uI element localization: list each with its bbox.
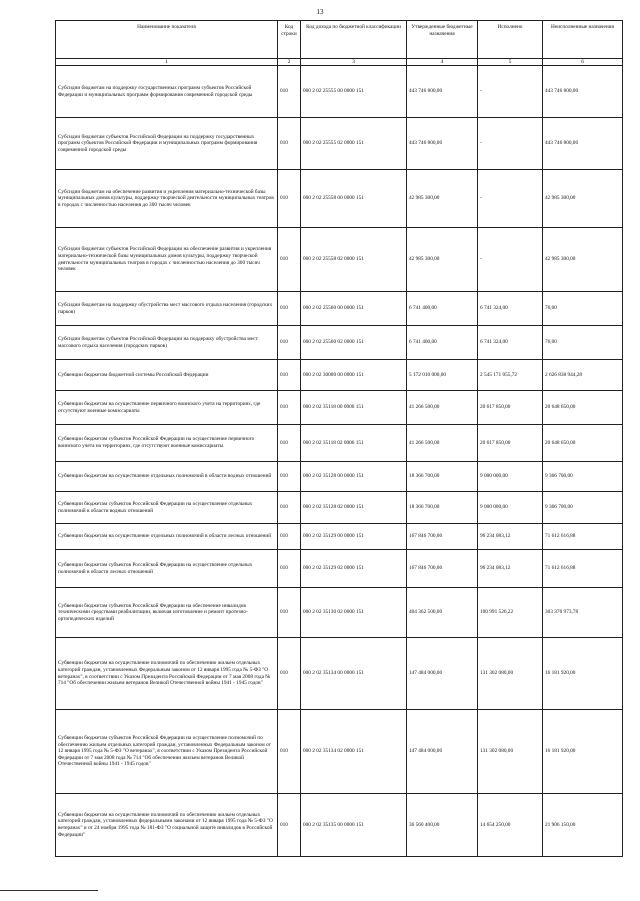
- column-number: 5: [478, 59, 543, 66]
- table-row: [56, 710, 623, 794]
- executed-amount: 96 234 083,12: [478, 524, 543, 550]
- column-number: 4: [407, 59, 478, 66]
- remaining-amount: 42 985 300,00: [543, 228, 623, 292]
- table-row: [56, 118, 623, 170]
- income-code: 000 2 02 25558 02 0000 151: [301, 228, 407, 292]
- table-row: [56, 228, 623, 292]
- approved-amount: 41 266 500,00: [407, 391, 478, 425]
- table-row: [56, 794, 623, 857]
- header-remaining: Неисполненные назначения: [543, 21, 623, 59]
- approved-amount: 443 746 800,00: [407, 118, 478, 170]
- executed-amount: 20 617 850,00: [478, 391, 543, 425]
- executed-amount: 100 991 526,22: [478, 588, 543, 638]
- income-code: 000 2 02 25555 00 0000 151: [301, 66, 407, 118]
- column-number-row: [56, 59, 623, 66]
- line-code: 010: [278, 170, 301, 228]
- remaining-amount: 9 366 700,00: [543, 492, 623, 524]
- executed-amount: -: [478, 118, 543, 170]
- remaining-amount: 20 648 650,00: [543, 425, 623, 462]
- remaining-amount: 71 612 616,88: [543, 550, 623, 588]
- executed-amount: -: [478, 66, 543, 118]
- table-row: [56, 524, 623, 550]
- income-code: 000 2 02 25558 00 0000 151: [301, 170, 407, 228]
- report-table: [55, 20, 623, 857]
- line-code: 010: [278, 326, 301, 360]
- approved-amount: 36 560 400,00: [407, 794, 478, 857]
- remaining-amount: 76,00: [543, 326, 623, 360]
- line-code: 010: [278, 550, 301, 588]
- income-code: 000 2 02 25560 02 0000 151: [301, 326, 407, 360]
- approved-amount: 6 741 400,00: [407, 326, 478, 360]
- executed-amount: 2 545 171 055,72: [478, 360, 543, 391]
- table-row: [56, 550, 623, 588]
- indicator-name: Субвенции бюджетам субъектов Российской Федерации на осуществление отдельных полномочий в области водных отношений: [56, 492, 278, 524]
- header-indicator-name: Наименование показателя: [56, 21, 278, 59]
- income-code: 000 2 02 35135 00 0000 151: [301, 794, 407, 857]
- remaining-amount: 21 906 150,00: [543, 794, 623, 857]
- income-code: 000 2 02 35118 02 0000 151: [301, 425, 407, 462]
- executed-amount: 14 654 250,00: [478, 794, 543, 857]
- remaining-amount: 443 746 800,00: [543, 66, 623, 118]
- line-code: 010: [278, 360, 301, 391]
- line-code: 010: [278, 118, 301, 170]
- executed-amount: -: [478, 170, 543, 228]
- approved-amount: 18 366 700,00: [407, 462, 478, 492]
- income-code: 000 2 02 25560 00 0000 151: [301, 292, 407, 326]
- remaining-amount: 9 366 700,00: [543, 462, 623, 492]
- line-code: 010: [278, 710, 301, 794]
- approved-amount: 443 746 800,00: [407, 66, 478, 118]
- footer-rule: [0, 890, 98, 891]
- table-row: [56, 391, 623, 425]
- indicator-name: Субвенции бюджетам субъектов Российской Федерации на осуществление полномочий по обеспечению жильем отдельных категорий граждан, установленных Федеральным законом от 12 января 1995 года № 5-ФЗ "О ветеранах", в соответствии с Указом Президента Российской Федерации от 7 мая 2008 года № 714 "Об обеспечении жильем ветеранов Великой Отечественной войны 1941 - 1945 годов": [56, 710, 278, 794]
- line-code: 010: [278, 462, 301, 492]
- header-row: [56, 21, 623, 59]
- table-row: [56, 425, 623, 462]
- column-number: 1: [56, 59, 278, 66]
- executed-amount: -: [478, 228, 543, 292]
- indicator-name: Субвенции бюджетам на осуществление отдельных полномочий в области лесных отношений: [56, 524, 278, 550]
- table-row: [56, 326, 623, 360]
- line-code: 010: [278, 588, 301, 638]
- indicator-name: Субвенции бюджетам субъектов Российской Федерации на осуществление отдельных полномочий в области лесных отношений: [56, 550, 278, 588]
- executed-amount: 96 234 083,12: [478, 550, 543, 588]
- executed-amount: 20 617 850,00: [478, 425, 543, 462]
- line-code: 010: [278, 524, 301, 550]
- approved-amount: 5 172 010 000,00: [407, 360, 478, 391]
- indicator-name: Субвенции бюджетам на осуществление отдельных полномочий в области водных отношений: [56, 462, 278, 492]
- indicator-name: Субвенции бюджетам на осуществление полномочий по обеспечению жильем отдельных категорий граждан, установленных федеральными законами от 12 января 1995 года № 5-ФЗ "О ветеранах" и от 24 ноября 1995 года № 181-ФЗ "О социальной защите инвалидов в Российской Федерации": [56, 794, 278, 857]
- table-row: [56, 66, 623, 118]
- remaining-amount: 16 181 920,00: [543, 710, 623, 794]
- executed-amount: 9 000 000,00: [478, 492, 543, 524]
- remaining-amount: 76,00: [543, 292, 623, 326]
- remaining-amount: 2 626 838 944,28: [543, 360, 623, 391]
- income-code: 000 2 02 30000 00 0000 151: [301, 360, 407, 391]
- approved-amount: 404 362 500,00: [407, 588, 478, 638]
- header-income-code: Код дохода по бюджетной классификации: [301, 21, 407, 59]
- line-code: 010: [278, 391, 301, 425]
- remaining-amount: 71 612 616,88: [543, 524, 623, 550]
- line-code: 010: [278, 492, 301, 524]
- line-code: 010: [278, 425, 301, 462]
- remaining-amount: 443 746 800,00: [543, 118, 623, 170]
- indicator-name: Субсидии бюджетам субъектов Российской Федерации на поддержку государственных программ субъектов Российской Федерации и муниципальных программ формирования современной городской среды: [56, 118, 278, 170]
- table-row: [56, 170, 623, 228]
- indicator-name: Субсидии бюджетам на поддержку государственных программ субъектов Российской Федерации и муниципальных программ формирования современной городской среды: [56, 66, 278, 118]
- table-row: [56, 292, 623, 326]
- header-line-code: Код строки: [278, 21, 301, 59]
- indicator-name: Субсидии бюджетам субъектов Российской Федерации на поддержку обустройства мест массового отдыха населения (городских парков): [56, 326, 278, 360]
- approved-amount: 167 846 700,00: [407, 550, 478, 588]
- column-number: 3: [301, 59, 407, 66]
- approved-amount: 167 846 700,00: [407, 524, 478, 550]
- approved-amount: 42 985 300,00: [407, 228, 478, 292]
- line-code: 010: [278, 228, 301, 292]
- indicator-name: Субвенции бюджетам бюджетной системы Российской Федерации: [56, 360, 278, 391]
- income-code: 000 2 02 35134 00 0000 151: [301, 638, 407, 710]
- approved-amount: 18 366 700,00: [407, 492, 478, 524]
- line-code: 010: [278, 638, 301, 710]
- table-row: [56, 462, 623, 492]
- income-code: 000 2 02 35130 02 0000 151: [301, 588, 407, 638]
- approved-amount: 147 484 000,00: [407, 638, 478, 710]
- executed-amount: 9 000 000,00: [478, 462, 543, 492]
- column-number: 6: [543, 59, 623, 66]
- indicator-name: Субвенции бюджетам субъектов Российской Федерации на обеспечение инвалидов техническими средствами реабилитации, включая изготовление и ремонт протезно-ортопедических изделий: [56, 588, 278, 638]
- column-number: 2: [278, 59, 301, 66]
- remaining-amount: 303 370 973,78: [543, 588, 623, 638]
- approved-amount: 147 484 000,00: [407, 710, 478, 794]
- page-number: 13: [316, 8, 324, 16]
- line-code: 010: [278, 292, 301, 326]
- approved-amount: 6 741 400,00: [407, 292, 478, 326]
- table-row: [56, 360, 623, 391]
- header-approved: Утвержденные бюджетные назначения: [407, 21, 478, 59]
- indicator-name: Субсидии бюджетам на поддержку обустройства мест массового отдыха населения (городских парков): [56, 292, 278, 326]
- remaining-amount: 20 648 650,00: [543, 391, 623, 425]
- approved-amount: 42 985 300,00: [407, 170, 478, 228]
- indicator-name: Субвенции бюджетам на осуществление первичного воинского учета на территориях, где отсутствуют военные комиссариаты: [56, 391, 278, 425]
- table-row: [56, 588, 623, 638]
- income-code: 000 2 02 35128 02 0000 151: [301, 492, 407, 524]
- executed-amount: 131 302 080,00: [478, 710, 543, 794]
- income-code: 000 2 02 35129 00 0000 151: [301, 524, 407, 550]
- income-code: 000 2 02 35118 00 0000 151: [301, 391, 407, 425]
- line-code: 010: [278, 66, 301, 118]
- income-code: 000 2 02 35128 00 0000 151: [301, 462, 407, 492]
- header-executed: Исполнено: [478, 21, 543, 59]
- line-code: 010: [278, 794, 301, 857]
- income-code: 000 2 02 35129 02 0000 151: [301, 550, 407, 588]
- remaining-amount: 16 181 920,00: [543, 638, 623, 710]
- executed-amount: 6 741 324,00: [478, 326, 543, 360]
- executed-amount: 6 741 324,00: [478, 292, 543, 326]
- income-code: 000 2 02 35134 02 0000 151: [301, 710, 407, 794]
- indicator-name: Субсидии бюджетам на обеспечение развития и укрепления материально-технической базы муниципальных домов культуры, поддержку творческой деятельности муниципальных театров в городах с численностью населения до 300 тысяч человек: [56, 170, 278, 228]
- executed-amount: 131 302 080,00: [478, 638, 543, 710]
- table-row: [56, 492, 623, 524]
- approved-amount: 41 266 500,00: [407, 425, 478, 462]
- indicator-name: Субвенции бюджетам субъектов Российской Федерации на осуществление первичного воинского учета на территориях, где отсутствуют военные комиссариаты: [56, 425, 278, 462]
- remaining-amount: 42 985 300,00: [543, 170, 623, 228]
- income-code: 000 2 02 25555 02 0000 151: [301, 118, 407, 170]
- table-row: [56, 638, 623, 710]
- indicator-name: Субсидии бюджетам субъектов Российской Федерации на обеспечение развития и укрепления материально-технической базы муниципальных домов культуры, поддержку творческой деятельности муниципальных театров в городах с численностью населения до 300 тысяч человек: [56, 228, 278, 292]
- indicator-name: Субвенции бюджетам на осуществление полномочий по обеспечению жильем отдельных категорий граждан, установленных Федеральным законом от 12 января 1995 года № 5-ФЗ "О ветеранах", в соответствии с Указом Президента Российской Федерации от 7 мая 2008 года № 714 "Об обеспечении жильем ветеранов Великой Отечественной войны 1941 - 1945 годов": [56, 638, 278, 710]
